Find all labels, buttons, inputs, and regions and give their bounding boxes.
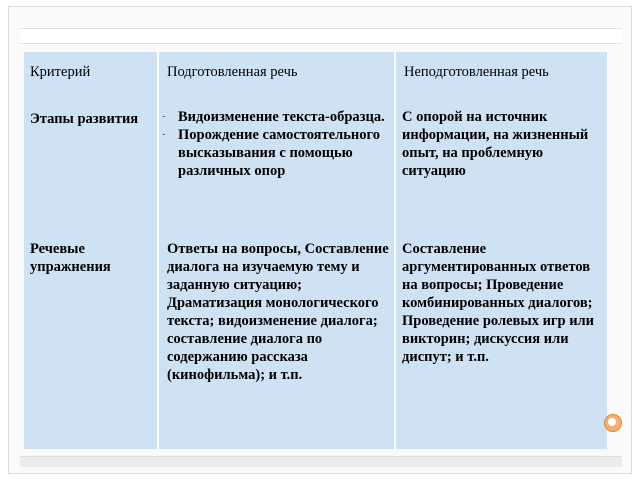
stages-unprepared-cell: С опорой на источник информации, на жизненный опыт, на проблемную ситуацию	[402, 109, 589, 179]
stages-prepared-cell	[162, 108, 390, 228]
bullet-icon: ·	[162, 111, 166, 123]
bullet-icon: ·	[162, 129, 166, 141]
slide-bottom-band	[20, 456, 622, 467]
column-divider	[157, 52, 159, 449]
row-label-speech-exercises: Речевые упражнения	[30, 241, 111, 275]
stages-prepared-list	[162, 108, 390, 180]
list-item: · Порождение самостоятельного высказывания с помощью различных опор	[162, 127, 380, 179]
row-label-stages: Этапы развития	[30, 111, 139, 127]
header-unprepared-speech: Неподготовленная речь	[404, 64, 549, 80]
column-divider	[394, 52, 396, 449]
slide-top-rule	[20, 28, 622, 44]
exercises-unprepared-cell: Составление аргументированных ответов на вопросы; Проведение комбинированных диалогов; Проведение ролевых игр или викторин; дискуссия или диспут; и т.п.	[402, 241, 595, 365]
list-item: · Видоизменение текста-образца.	[162, 109, 385, 125]
exercises-prepared-cell: Ответы на вопросы, Составление диалога на изучаемую тему и заданную ситуацию; Драматизация монологического текста; видоизменение диалога; составление диалога по содержанию рассказа (кинофильма); и т.п.	[167, 241, 389, 383]
header-prepared-speech: Подготовленная речь	[167, 64, 298, 80]
comparison-table	[24, 52, 607, 449]
header-criterion: Критерий	[30, 64, 91, 80]
decorative-dot-icon	[608, 418, 616, 426]
